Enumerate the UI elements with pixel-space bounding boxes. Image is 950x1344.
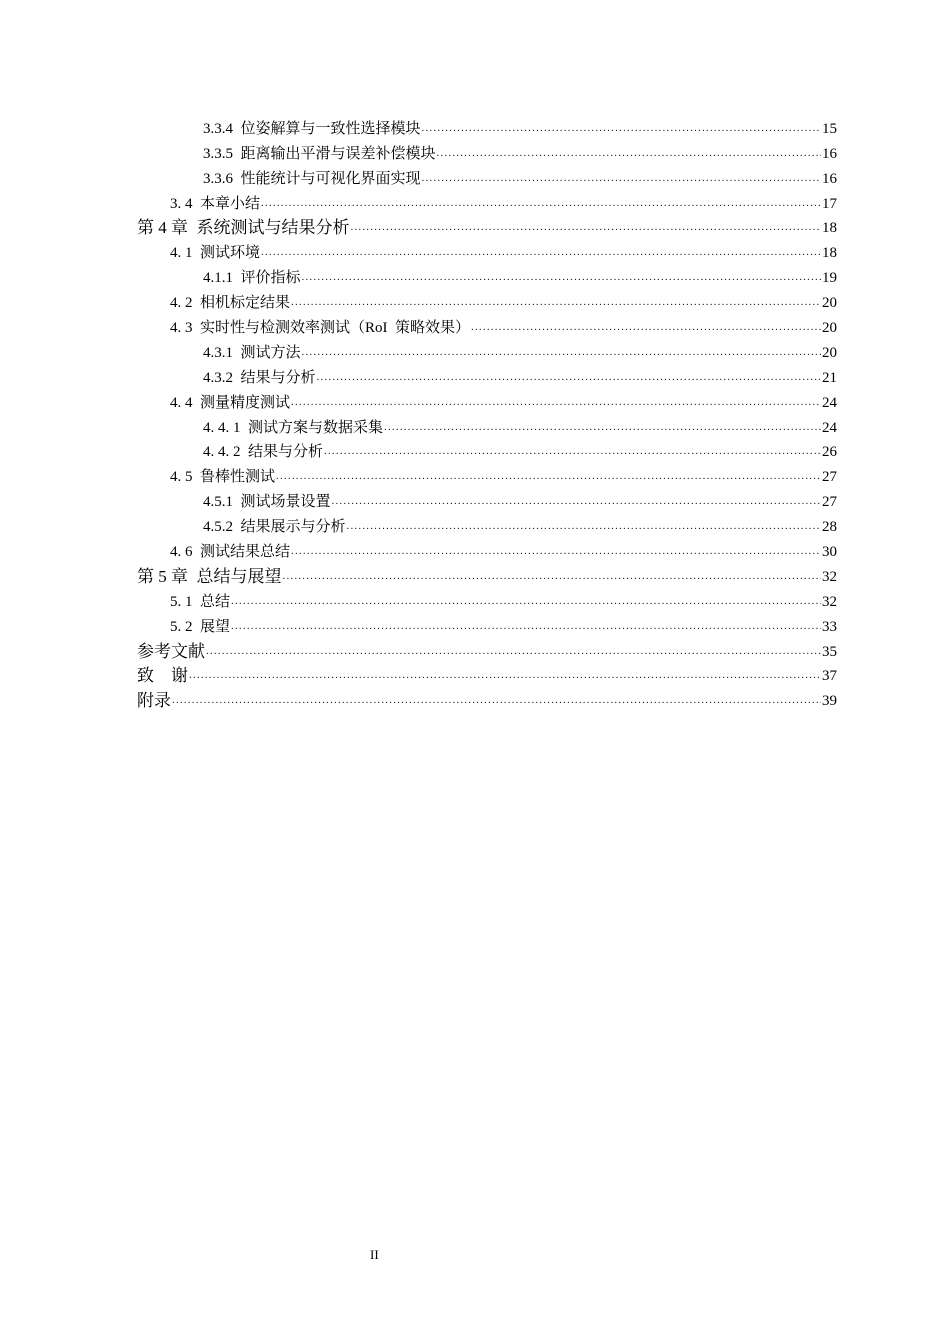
toc-entry[interactable] <box>0 487 950 512</box>
toc-entry-title: 4.3.1 测试方法 <box>203 344 301 361</box>
toc-entry-page: 16 <box>822 170 837 187</box>
toc-entry-title: 4. 1 测试环境 <box>170 245 261 262</box>
toc-entry[interactable] <box>0 238 950 263</box>
toc-dot-leader <box>302 344 821 360</box>
toc-entry[interactable] <box>0 313 950 338</box>
toc-entry-title: 4. 4 测量精度测试 <box>170 394 291 411</box>
table-of-contents <box>0 114 950 711</box>
toc-entry-page: 16 <box>822 145 837 162</box>
toc-entry-page: 18 <box>822 220 837 237</box>
toc-entry-page: 26 <box>822 444 837 461</box>
toc-entry-title: 4. 2 相机标定结果 <box>170 295 291 312</box>
toc-entry[interactable] <box>0 288 950 313</box>
toc-entry[interactable] <box>0 686 950 711</box>
toc-dot-leader <box>291 394 821 410</box>
toc-entry-page: 33 <box>822 618 837 635</box>
toc-entry[interactable] <box>0 114 950 139</box>
toc-dot-leader <box>471 319 821 335</box>
toc-entry[interactable] <box>0 164 950 189</box>
toc-entry[interactable] <box>0 587 950 612</box>
toc-entry-page: 18 <box>822 245 837 262</box>
toc-entry-title: 4. 4. 2 结果与分析 <box>203 444 324 461</box>
toc-entry-title: 4. 4. 1 测试方案与数据采集 <box>203 419 384 436</box>
toc-dot-leader <box>324 443 821 459</box>
toc-entry[interactable] <box>0 388 950 413</box>
toc-entry-page: 32 <box>822 593 837 610</box>
toc-dot-leader <box>172 692 821 708</box>
toc-entry-title: 5. 1 总结 <box>170 593 231 610</box>
toc-entry[interactable] <box>0 662 950 687</box>
toc-dot-leader <box>189 667 821 683</box>
toc-entry-page: 20 <box>822 344 837 361</box>
toc-entry[interactable] <box>0 438 950 463</box>
toc-entry-title: 4.5.1 测试场景设置 <box>203 494 331 511</box>
toc-entry-title: 第 4 章 系统测试与结果分析 <box>137 218 350 238</box>
toc-entry[interactable] <box>0 537 950 562</box>
toc-entry[interactable] <box>0 263 950 288</box>
toc-entry[interactable] <box>0 139 950 164</box>
toc-entry-page: 28 <box>822 519 837 536</box>
toc-dot-leader <box>317 369 821 385</box>
toc-entry-page: 27 <box>822 469 837 486</box>
toc-entry-page: 17 <box>822 195 837 212</box>
toc-dot-leader <box>302 269 821 285</box>
toc-entry-page: 15 <box>822 120 837 137</box>
toc-entry[interactable] <box>0 214 950 239</box>
toc-dot-leader <box>422 170 821 186</box>
toc-entry[interactable] <box>0 413 950 438</box>
toc-dot-leader <box>384 419 821 435</box>
toc-entry-title: 3.3.5 距离输出平滑与误差补偿模块 <box>203 145 436 162</box>
toc-entry-page: 21 <box>822 369 837 386</box>
toc-entry[interactable] <box>0 562 950 587</box>
toc-entry-page: 24 <box>822 419 837 436</box>
toc-entry-title: 3.3.6 性能统计与可视化界面实现 <box>203 170 421 187</box>
page-number: II <box>370 1247 379 1262</box>
toc-dot-leader <box>206 643 821 659</box>
toc-entry-page: 20 <box>822 320 837 337</box>
toc-entry-title: 4. 6 测试结果总结 <box>170 544 291 561</box>
toc-entry[interactable] <box>0 338 950 363</box>
toc-entry-title: 3.3.4 位姿解算与一致性选择模块 <box>203 120 421 137</box>
toc-entry-page: 20 <box>822 295 837 312</box>
toc-entry-title: 4.3.2 结果与分析 <box>203 369 316 386</box>
toc-entry-title: 参考文献 <box>137 641 205 661</box>
toc-entry-title: 附录 <box>137 691 171 711</box>
toc-entry-page: 24 <box>822 394 837 411</box>
toc-entry-title: 4.1.1 评价指标 <box>203 270 301 287</box>
toc-dot-leader <box>437 145 821 161</box>
toc-dot-leader <box>291 294 821 310</box>
toc-entry-title: 5. 2 展望 <box>170 618 231 635</box>
toc-dot-leader <box>347 518 821 534</box>
toc-dot-leader <box>351 219 822 235</box>
toc-entry[interactable] <box>0 512 950 537</box>
toc-entry-page: 32 <box>822 568 837 585</box>
toc-dot-leader <box>422 120 821 136</box>
toc-entry-title: 4.5.2 结果展示与分析 <box>203 519 346 536</box>
toc-entry-page: 35 <box>822 643 837 660</box>
toc-entry-title: 3. 4 本章小结 <box>170 195 261 212</box>
toc-entry[interactable] <box>0 637 950 662</box>
toc-entry-page: 37 <box>822 668 837 685</box>
toc-entry-title: 致 谢 <box>137 666 188 686</box>
toc-dot-leader <box>261 244 821 260</box>
toc-entry-page: 30 <box>822 544 837 561</box>
toc-dot-leader <box>291 543 821 559</box>
toc-dot-leader <box>231 593 821 609</box>
toc-entry[interactable] <box>0 363 950 388</box>
toc-entry-title: 4. 5 鲁棒性测试 <box>170 469 276 486</box>
toc-dot-leader <box>332 493 821 509</box>
toc-entry[interactable] <box>0 189 950 214</box>
toc-dot-leader <box>261 195 821 211</box>
toc-dot-leader <box>283 568 822 584</box>
toc-dot-leader <box>276 468 821 484</box>
toc-entry-page: 39 <box>822 693 837 710</box>
toc-entry[interactable] <box>0 612 950 637</box>
toc-entry[interactable] <box>0 462 950 487</box>
toc-entry-page: 19 <box>822 270 837 287</box>
toc-entry-title: 4. 3 实时性与检测效率测试（RoI 策略效果） <box>170 320 471 337</box>
toc-dot-leader <box>231 618 821 634</box>
toc-entry-page: 27 <box>822 494 837 511</box>
toc-entry-title: 第 5 章 总结与展望 <box>137 566 282 586</box>
